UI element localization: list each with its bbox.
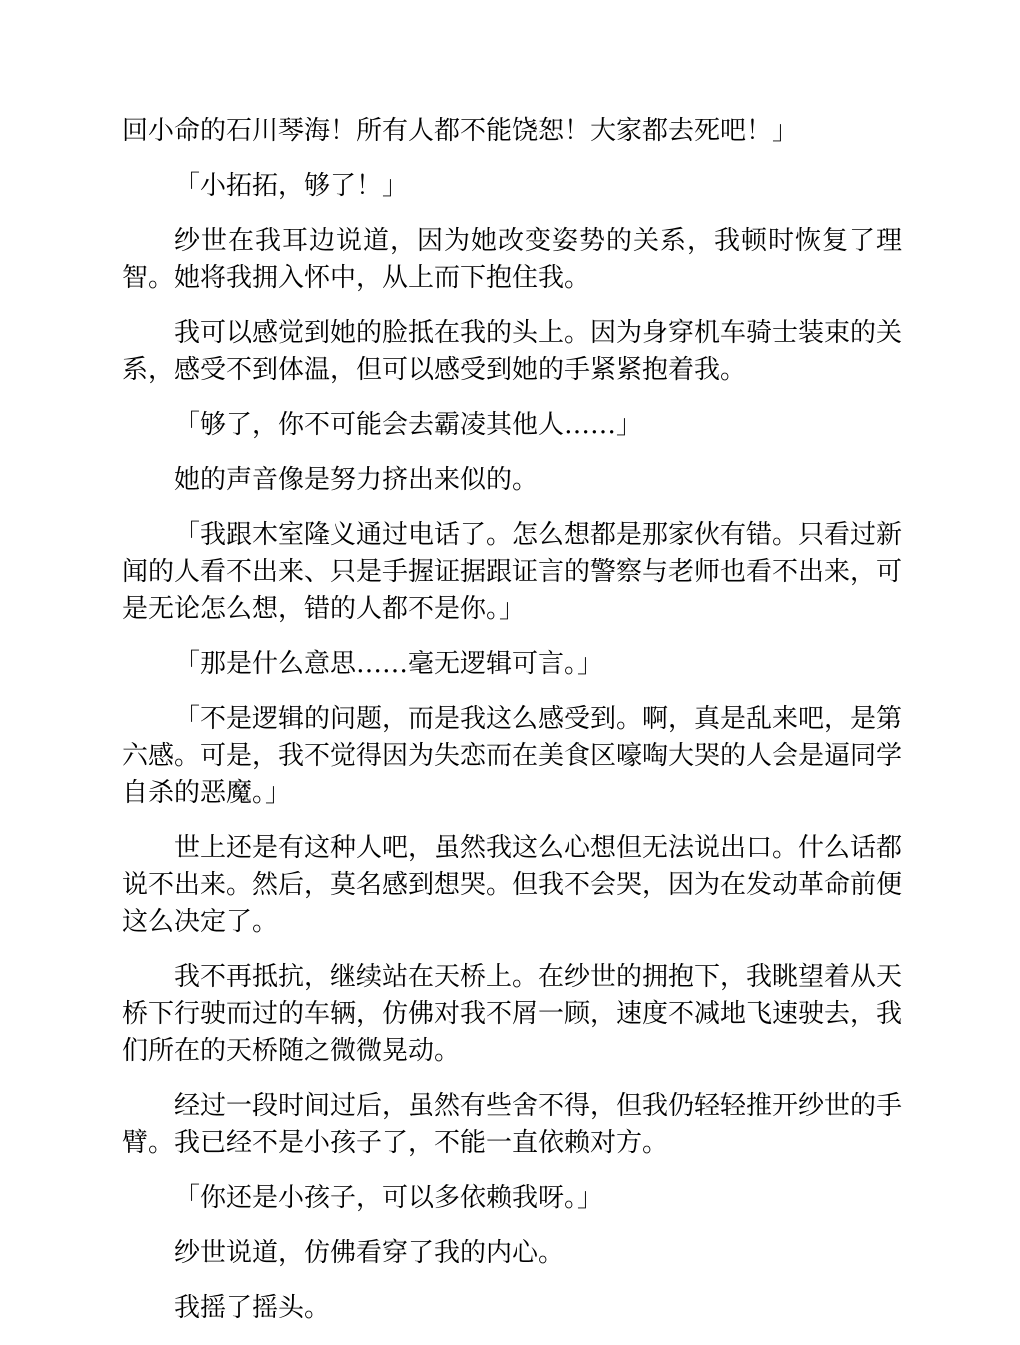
paragraph: 我摇了摇头。 [174,1293,331,1323]
body-text [122,113,902,1345]
paragraph: 回小命的石川琴海！所有人都不能饶恕！大家都去死吧！」 [122,116,799,146]
paragraph: 我不再抵抗，继续站在天桥上。在纱世的拥抱下，我眺望着从天桥下行驶而过的车辆，仿佛对我不屑一顾，速度不减地飞速驶去，我们所在的天桥随之微微晃动。 [122,962,903,1066]
paragraph: 「小拓拓，够了！」 [174,171,409,201]
paragraph: 我可以感觉到她的脸抵在我的头上。因为身穿机车骑士装束的关系，感受不到体温，但可以感受到她的手紧紧抱着我。 [122,318,903,385]
paragraph: 纱世说道，仿佛看穿了我的内心。 [174,1238,565,1268]
paragraph: 世上还是有这种人吧，虽然我这么心想但无法说出口。什么话都说不出来。然后，莫名感到想哭。但我不会哭，因为在发动革命前便这么决定了。 [122,833,903,937]
paragraph: 经过一段时间过后，虽然有些舍不得，但我仍轻轻推开纱世的手臂。我已经不是小孩子了，不能一直依赖对方。 [122,1091,903,1158]
paragraph: 「不是逻辑的问题，而是我这么感受到。啊，真是乱来吧，是第六感。可是，我不觉得因为失恋而在美食区嚎啕大哭的人会是逼同学自杀的恶魔。」 [122,704,903,808]
paragraph: 她的声音像是努力挤出来似的。 [174,465,539,495]
paragraph: 「那是什么意思……毫无逻辑可言。」 [174,649,604,679]
paragraph: 「够了，你不可能会去霸凌其他人……」 [174,410,643,440]
paragraph: 「我跟木室隆义通过电话了。怎么想都是那家伙有错。只看过新闻的人看不出来、只是手握证据跟证言的警察与老师也看不出来，可是无论怎么想，错的人都不是你。」 [122,520,903,624]
paragraph: 纱世在我耳边说道，因为她改变姿势的关系，我顿时恢复了理智。她将我拥入怀中，从上而下抱住我。 [122,226,902,293]
paragraph: 「你还是小孩子，可以多依赖我呀。」 [174,1183,604,1213]
